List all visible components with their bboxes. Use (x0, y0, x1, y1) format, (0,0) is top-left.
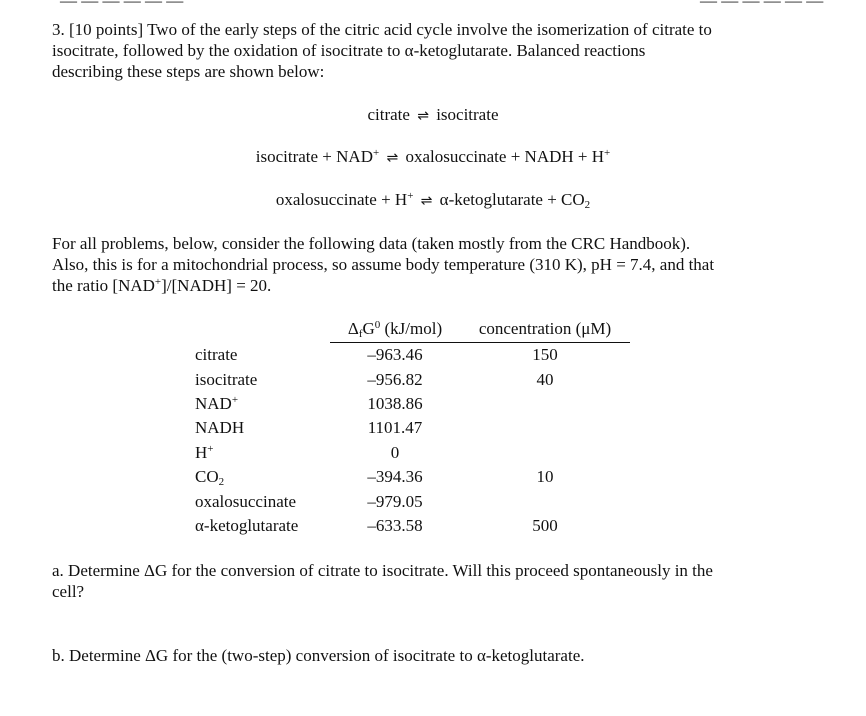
species-name: NAD+ (195, 393, 239, 413)
table-row (190, 416, 630, 440)
concentration-value: 40 (536, 369, 554, 389)
reaction-3 (0, 189, 866, 212)
equilibrium-arrow-icon: ⇌ (386, 150, 399, 166)
table-header-row (190, 318, 630, 343)
conditions-paragraph (52, 233, 812, 296)
table-body (190, 343, 630, 539)
table-row (190, 489, 630, 513)
table-row (190, 441, 630, 465)
reaction-2-rhs: oxalosuccinate + NADH + H+ (405, 147, 611, 166)
delta-g-value: 0 (390, 442, 400, 462)
problem-intro-line3: describing these steps are shown below: (52, 62, 325, 81)
delta-g-value: 1038.86 (367, 393, 423, 413)
table-row (190, 343, 630, 368)
concentration-value (460, 489, 630, 513)
equilibrium-arrow-icon: ⇌ (420, 193, 433, 209)
question-a-line1: a. Determine ΔG for the conversion of citrate to isocitrate. Will this proceed spontaneously in the (52, 561, 713, 580)
question-a (52, 560, 812, 602)
question-b-line1: b. Determine ΔG for the (two-step) conversion of isocitrate to α-ketoglutarate. (52, 646, 585, 665)
header-species (190, 318, 330, 343)
table-row (190, 514, 630, 538)
equilibrium-arrow-icon: ⇌ (417, 108, 429, 124)
reaction-3-lhs: oxalosuccinate + H+ (275, 190, 414, 209)
species-name: isocitrate (195, 369, 258, 389)
problem-intro-line1: Two of the early steps of the citric acid cycle involve the isomerization of citrate to (147, 20, 712, 39)
species-name: H+ (195, 442, 214, 462)
species-name: α-ketoglutarate (195, 515, 299, 535)
reaction-2 (0, 146, 866, 169)
species-name: citrate (195, 344, 238, 364)
question-b (52, 645, 812, 666)
concentration-value (460, 392, 630, 416)
problem-number: 3. (52, 20, 65, 39)
delta-g-value: –979.05 (367, 491, 423, 511)
conditions-line3: the ratio [NAD+]/[NADH] = 20. (52, 276, 272, 295)
header-delta-g: $\Delta_fG^0$ (kJ/mol) (330, 318, 460, 343)
table-row (190, 465, 630, 489)
question-a-line2: cell? (52, 582, 85, 601)
species-name: NADH (195, 418, 245, 438)
reaction-1 (0, 104, 866, 127)
concentration-value (460, 441, 630, 465)
thermo-data-table (190, 318, 630, 538)
cropped-text-left: — — — — — — (60, 0, 184, 10)
species-name: oxalosuccinate (195, 491, 297, 511)
header-concentration: concentration (μM) (460, 318, 630, 343)
concentration-value: 10 (536, 467, 554, 487)
concentration-value: 150 (532, 345, 558, 365)
cropped-text-right: — — — — — — (700, 0, 824, 10)
concentration-value: 500 (532, 515, 558, 535)
delta-g-value: –956.82 (367, 369, 423, 389)
problem-intro-line2: isocitrate, followed by the oxidation of isocitrate to α-ketoglutarate. Balanced reactions (52, 41, 646, 60)
table-row (190, 367, 630, 391)
delta-g-value: –963.46 (367, 345, 423, 365)
delta-g-value: –633.58 (367, 515, 423, 535)
problem-intro (52, 19, 812, 82)
reaction-2-lhs: isocitrate + NAD+ (255, 147, 380, 166)
delta-g-value: –394.36 (367, 467, 423, 487)
problem-points: [10 points] (69, 20, 144, 39)
table-row (190, 392, 630, 416)
reaction-3-rhs: α-ketoglutarate + $CO_2$ (439, 190, 591, 211)
concentration-value (460, 416, 630, 440)
conditions-line1: For all problems, below, consider the following data (taken mostly from the CRC Handbook). (52, 234, 691, 253)
conditions-line2: Also, this is for a mitochondrial process, so assume body temperature (310 K), pH = 7.4, and that (52, 255, 715, 274)
reaction-1-lhs: citrate (367, 105, 410, 124)
reaction-1-rhs: isocitrate (436, 105, 499, 124)
delta-g-value: 1101.47 (367, 418, 423, 438)
cropped-previous-line (0, 0, 866, 10)
species-name: $CO_2$ (195, 467, 225, 489)
